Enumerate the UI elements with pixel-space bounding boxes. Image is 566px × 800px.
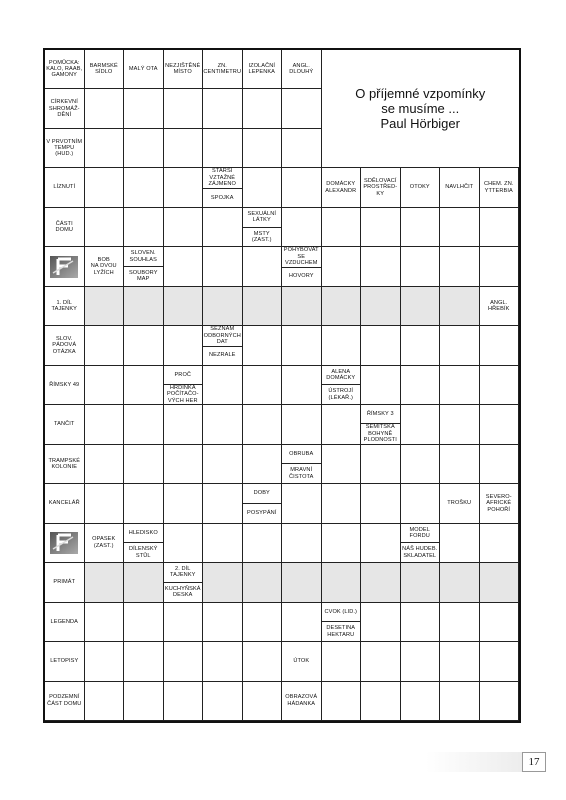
clue-cell — [85, 524, 125, 563]
clue-cell — [124, 50, 164, 89]
answer-cell[interactable] — [480, 326, 520, 365]
clue-text: ČÁSTI DOMU — [55, 220, 73, 234]
answer-cell[interactable] — [85, 366, 125, 405]
answer-cell[interactable] — [440, 445, 480, 484]
clue-text: POMŮCKA: KALO, RAAB, GAMONY — [46, 59, 83, 79]
answer-cell[interactable] — [243, 168, 283, 207]
answer-cell[interactable] — [243, 524, 283, 563]
answer-cell[interactable] — [480, 682, 520, 721]
answer-cell[interactable] — [164, 287, 204, 326]
clue-text: OBRUBA — [289, 450, 314, 457]
answer-cell[interactable] — [164, 405, 204, 444]
clue-cell — [124, 247, 164, 286]
answer-cell[interactable] — [401, 563, 441, 602]
answer-cell[interactable] — [124, 366, 164, 405]
answer-cell[interactable] — [322, 445, 362, 484]
answer-cell[interactable] — [440, 682, 480, 721]
answer-cell[interactable] — [282, 524, 322, 563]
answer-cell[interactable] — [164, 603, 204, 642]
answer-cell[interactable] — [401, 405, 441, 444]
logo-cell — [45, 524, 85, 563]
answer-cell[interactable] — [401, 326, 441, 365]
answer-cell[interactable] — [124, 89, 164, 128]
clue-cell — [322, 603, 362, 642]
answer-cell[interactable] — [243, 326, 283, 365]
clue-cell — [203, 326, 243, 365]
answer-cell[interactable] — [243, 405, 283, 444]
clue-text: HOVORY — [282, 267, 321, 286]
clue-text: SEZNAM ODBORNÝCH DAT — [203, 326, 241, 346]
answer-cell[interactable] — [282, 287, 322, 326]
answer-cell[interactable] — [164, 682, 204, 721]
answer-cell[interactable] — [85, 405, 125, 444]
answer-cell[interactable] — [124, 168, 164, 207]
answer-cell[interactable] — [85, 287, 125, 326]
clue-text: PROČ — [174, 371, 192, 378]
answer-cell[interactable] — [322, 563, 362, 602]
answer-cell[interactable] — [124, 484, 164, 523]
answer-cell[interactable] — [85, 642, 125, 681]
clue-cell — [282, 247, 322, 286]
answer-cell[interactable] — [480, 563, 520, 602]
clue-cell — [85, 50, 125, 89]
answer-cell[interactable] — [203, 405, 243, 444]
answer-cell[interactable] — [85, 326, 125, 365]
clue-cell — [243, 50, 283, 89]
clue-text: TRAMPSKÉ KOLONIE — [48, 457, 81, 470]
clue-cell — [440, 168, 480, 207]
logo-cell — [45, 247, 85, 286]
answer-cell[interactable] — [243, 247, 283, 286]
clue-cell — [203, 50, 243, 89]
answer-cell[interactable] — [203, 366, 243, 405]
answer-cell[interactable] — [282, 484, 322, 523]
answer-cell[interactable] — [85, 484, 125, 523]
clue-text: ÚTOK — [293, 658, 310, 665]
answer-cell[interactable] — [124, 603, 164, 642]
answer-cell[interactable] — [124, 405, 164, 444]
page-number: 17 — [522, 752, 546, 772]
clue-text: SDĚLOVACÍ PROSTŘED- KY — [363, 178, 398, 197]
clue-text: KANCELÁŘ — [48, 500, 80, 507]
clue-text: NAVLHČIT — [445, 184, 474, 191]
clue-text: NÁŠ HUDEB. SKLADATEL — [401, 542, 440, 562]
answer-cell[interactable] — [440, 287, 480, 326]
answer-cell[interactable] — [203, 129, 243, 168]
answer-cell[interactable] — [203, 642, 243, 681]
answer-cell[interactable] — [322, 208, 362, 247]
answer-cell[interactable] — [124, 563, 164, 602]
clue-text: SOUBORY MAP — [124, 266, 163, 286]
clue-text: BARMSKÉ SÍDLO — [89, 62, 118, 76]
answer-cell[interactable] — [203, 603, 243, 642]
clue-text: ZN. CENTIMETRU — [203, 62, 242, 76]
answer-cell[interactable] — [85, 168, 125, 207]
clue-cell — [164, 563, 204, 602]
clue-text: MODEL FORDU — [409, 526, 430, 539]
answer-cell[interactable] — [322, 642, 362, 681]
clue-text: MSTY (ZAST.) — [243, 227, 282, 247]
clue-cell — [45, 326, 85, 365]
clue-cell — [45, 445, 85, 484]
answer-cell[interactable] — [282, 366, 322, 405]
clue-cell — [45, 89, 85, 128]
answer-cell[interactable] — [164, 247, 204, 286]
answer-cell[interactable] — [361, 247, 401, 286]
answer-cell[interactable] — [124, 208, 164, 247]
answer-cell[interactable] — [322, 682, 362, 721]
clue-text: NEZJIŠTĚNÉ MÍSTO — [165, 62, 201, 76]
clue-cell — [164, 50, 204, 89]
clue-text: 1. DÍL TAJENKY — [51, 299, 77, 313]
clue-cell — [480, 287, 520, 326]
answer-cell[interactable] — [164, 129, 204, 168]
answer-cell[interactable] — [401, 366, 441, 405]
clue-text: MALÝ OTA — [128, 66, 158, 73]
clue-text: SLOV. PÁDOVÁ OTÁZKA — [52, 335, 77, 355]
answer-cell[interactable] — [164, 642, 204, 681]
answer-cell[interactable] — [322, 287, 362, 326]
answer-cell[interactable] — [282, 129, 322, 168]
clue-text: MRAVNÍ ČISTOTA — [282, 463, 321, 483]
answer-cell[interactable] — [203, 484, 243, 523]
answer-cell[interactable] — [480, 642, 520, 681]
clue-cell — [282, 682, 322, 721]
answer-cell[interactable] — [440, 563, 480, 602]
clue-cell — [282, 50, 322, 89]
answer-cell[interactable] — [282, 326, 322, 365]
answer-cell[interactable] — [480, 524, 520, 563]
answer-cell[interactable] — [85, 129, 125, 168]
clue-text: LEGENDA — [50, 618, 78, 625]
answer-cell[interactable] — [401, 287, 441, 326]
answer-cell[interactable] — [440, 603, 480, 642]
clue-text: ALENA DOMÁCKY — [326, 368, 356, 382]
answer-cell[interactable] — [243, 563, 283, 602]
publisher-logo-icon — [45, 247, 84, 285]
clue-text: CHEM. ZN. YTTERBIA — [484, 181, 514, 194]
answer-cell[interactable] — [361, 484, 401, 523]
answer-cell[interactable] — [361, 208, 401, 247]
answer-cell[interactable] — [440, 524, 480, 563]
answer-cell[interactable] — [124, 682, 164, 721]
clue-text: LETOPISY — [50, 658, 79, 665]
clue-text: SEXUÁLNÍ LÁTKY — [247, 210, 276, 224]
clue-text: ŘÍMSKY 49 — [49, 381, 80, 388]
clue-text: SLOVEN. SOUHLAS — [129, 250, 157, 263]
answer-cell[interactable] — [243, 287, 283, 326]
answer-cell[interactable] — [124, 287, 164, 326]
clue-cell — [480, 168, 520, 207]
clue-text: PODZEMNÍ ČÁST DOMU — [47, 694, 82, 707]
clue-cell — [361, 168, 401, 207]
clue-text: OBRAZOVÁ HÁDANKA — [285, 694, 318, 707]
answer-cell[interactable] — [440, 366, 480, 405]
answer-cell[interactable] — [361, 445, 401, 484]
clue-text: SEVERO- AFRICKÉ POHOŘÍ — [485, 493, 512, 513]
clue-text: HLEDISKO — [128, 529, 158, 536]
clue-text: DÍLENSKÝ STŮL — [124, 542, 163, 562]
answer-cell[interactable] — [401, 642, 441, 681]
answer-cell[interactable] — [440, 642, 480, 681]
answer-cell[interactable] — [243, 366, 283, 405]
clue-cell — [124, 524, 164, 563]
answer-cell[interactable] — [361, 603, 401, 642]
clue-cell — [85, 247, 125, 286]
answer-cell[interactable] — [322, 326, 362, 365]
answer-cell[interactable] — [480, 366, 520, 405]
clue-text: DESETINA HEKTARU — [322, 621, 361, 641]
answer-cell[interactable] — [282, 405, 322, 444]
clue-text: DOBY — [253, 490, 270, 497]
answer-cell[interactable] — [203, 445, 243, 484]
answer-cell[interactable] — [361, 563, 401, 602]
answer-cell[interactable] — [85, 208, 125, 247]
answer-cell[interactable] — [164, 89, 204, 128]
clue-cell — [45, 603, 85, 642]
answer-cell[interactable] — [401, 484, 441, 523]
clue-text: V PRVOTNÍM TEMPU (HUD.) — [46, 138, 83, 158]
answer-cell[interactable] — [243, 603, 283, 642]
clue-text: BOB NA DVOU LYŽÍCH — [90, 256, 117, 276]
answer-cell[interactable] — [480, 247, 520, 286]
answer-cell[interactable] — [164, 326, 204, 365]
answer-cell[interactable] — [282, 168, 322, 207]
answer-cell[interactable] — [203, 247, 243, 286]
answer-cell[interactable] — [440, 208, 480, 247]
answer-cell[interactable] — [361, 287, 401, 326]
answer-cell[interactable] — [243, 445, 283, 484]
answer-cell[interactable] — [480, 445, 520, 484]
clue-text: ANGL. HŘEBÍK — [488, 299, 510, 313]
answer-cell[interactable] — [85, 89, 125, 128]
clue-cell — [440, 484, 480, 523]
answer-cell[interactable] — [282, 208, 322, 247]
answer-cell[interactable] — [440, 405, 480, 444]
answer-cell[interactable] — [401, 247, 441, 286]
answer-cell[interactable] — [203, 208, 243, 247]
answer-cell[interactable] — [124, 129, 164, 168]
clue-text: POHYBOVAT SE VZDUCHEM — [283, 247, 319, 267]
answer-cell[interactable] — [85, 603, 125, 642]
answer-cell[interactable] — [361, 642, 401, 681]
clue-cell — [203, 168, 243, 207]
answer-cell[interactable] — [203, 287, 243, 326]
answer-cell[interactable] — [243, 642, 283, 681]
answer-cell[interactable] — [322, 405, 362, 444]
clue-text: DOMÁCKY ALEXANDR — [325, 181, 357, 194]
answer-cell[interactable] — [282, 563, 322, 602]
clue-cell — [243, 208, 283, 247]
answer-cell[interactable] — [164, 445, 204, 484]
clue-text: SEMITSKÁ BOHYNĚ PLODNOSTI — [361, 423, 400, 443]
clue-cell — [401, 168, 441, 207]
answer-cell[interactable] — [361, 366, 401, 405]
clue-cell — [45, 405, 85, 444]
answer-cell[interactable] — [85, 682, 125, 721]
clue-text: ŘÍMSKY 3 — [366, 411, 394, 418]
publisher-logo-icon — [45, 524, 84, 562]
clue-text: NEZRALE — [203, 346, 242, 365]
clue-cell — [243, 484, 283, 523]
answer-cell[interactable] — [322, 484, 362, 523]
clue-cell — [480, 484, 520, 523]
clue-text: CÍRKEVNÍ SHROMÁŽ- DĚNÍ — [48, 99, 80, 118]
answer-cell[interactable] — [85, 563, 125, 602]
clue-cell — [45, 50, 85, 89]
answer-cell[interactable] — [243, 129, 283, 168]
clue-text: IZOLAČNÍ LEPENKA — [248, 62, 276, 76]
clue-cell — [45, 642, 85, 681]
answer-cell[interactable] — [203, 524, 243, 563]
clue-cell — [361, 405, 401, 444]
answer-cell[interactable] — [401, 682, 441, 721]
clue-cell — [45, 208, 85, 247]
clue-text: LÍZNUTÍ — [53, 184, 76, 191]
clue-cell — [45, 168, 85, 207]
clue-text: OTOKY — [409, 184, 430, 191]
answer-cell[interactable] — [203, 89, 243, 128]
answer-cell[interactable] — [361, 524, 401, 563]
answer-cell[interactable] — [322, 247, 362, 286]
answer-cell[interactable] — [124, 642, 164, 681]
answer-cell[interactable] — [480, 208, 520, 247]
answer-cell[interactable] — [124, 326, 164, 365]
answer-cell[interactable] — [322, 524, 362, 563]
quote-text: O příjemné vzpomínky se musíme ... Paul Hörbiger — [322, 50, 520, 168]
clue-text: CVOK (LID.) — [324, 608, 357, 615]
answer-cell[interactable] — [361, 682, 401, 721]
answer-cell[interactable] — [243, 682, 283, 721]
clue-text: SPOJKA — [203, 188, 242, 207]
answer-cell[interactable] — [164, 484, 204, 523]
clue-cell — [45, 366, 85, 405]
answer-cell[interactable] — [85, 445, 125, 484]
clue-text: ANGL. DLOUHÝ — [289, 62, 314, 76]
clue-cell — [322, 366, 362, 405]
clue-cell — [45, 287, 85, 326]
answer-cell[interactable] — [164, 168, 204, 207]
clue-cell — [45, 682, 85, 721]
clue-text: ÚSTROJÍ (LÉKAŘ.) — [322, 384, 361, 404]
crossword-grid — [43, 48, 521, 723]
clue-text: OPASEK (ZAST.) — [92, 536, 116, 549]
clue-text: KUCHYŇSKÁ DESKA — [164, 582, 203, 602]
clue-text: HRDINKA POČÍTAČO- VÝCH HER — [164, 384, 203, 404]
clue-cell — [45, 129, 85, 168]
clue-cell — [282, 445, 322, 484]
answer-cell[interactable] — [440, 247, 480, 286]
answer-cell[interactable] — [440, 326, 480, 365]
answer-cell[interactable] — [361, 326, 401, 365]
clue-text: POSYPÁNÍ — [243, 503, 282, 523]
clue-cell — [45, 484, 85, 523]
clue-cell — [282, 642, 322, 681]
clue-text: 2. DÍL TAJENKY — [170, 566, 196, 579]
answer-cell[interactable] — [164, 524, 204, 563]
answer-cell[interactable] — [203, 563, 243, 602]
page-number-bar — [426, 752, 546, 772]
answer-cell[interactable] — [401, 603, 441, 642]
clue-cell — [164, 366, 204, 405]
clue-cell — [45, 563, 85, 602]
answer-cell[interactable] — [243, 89, 283, 128]
answer-cell[interactable] — [401, 208, 441, 247]
answer-cell[interactable] — [282, 89, 322, 128]
clue-text: STARŠÍ VZTAŽNÉ ZÁJMENO — [208, 168, 236, 188]
answer-cell[interactable] — [480, 603, 520, 642]
clue-cell — [322, 168, 362, 207]
answer-cell[interactable] — [282, 603, 322, 642]
answer-cell[interactable] — [401, 445, 441, 484]
answer-cell[interactable] — [203, 682, 243, 721]
answer-cell[interactable] — [124, 445, 164, 484]
clue-text: TANČIT — [54, 421, 75, 428]
clue-cell — [401, 524, 441, 563]
clue-text: PRIMÁT — [53, 579, 76, 586]
answer-cell[interactable] — [164, 208, 204, 247]
answer-cell[interactable] — [480, 405, 520, 444]
clue-text: TROŠKU — [447, 500, 472, 507]
